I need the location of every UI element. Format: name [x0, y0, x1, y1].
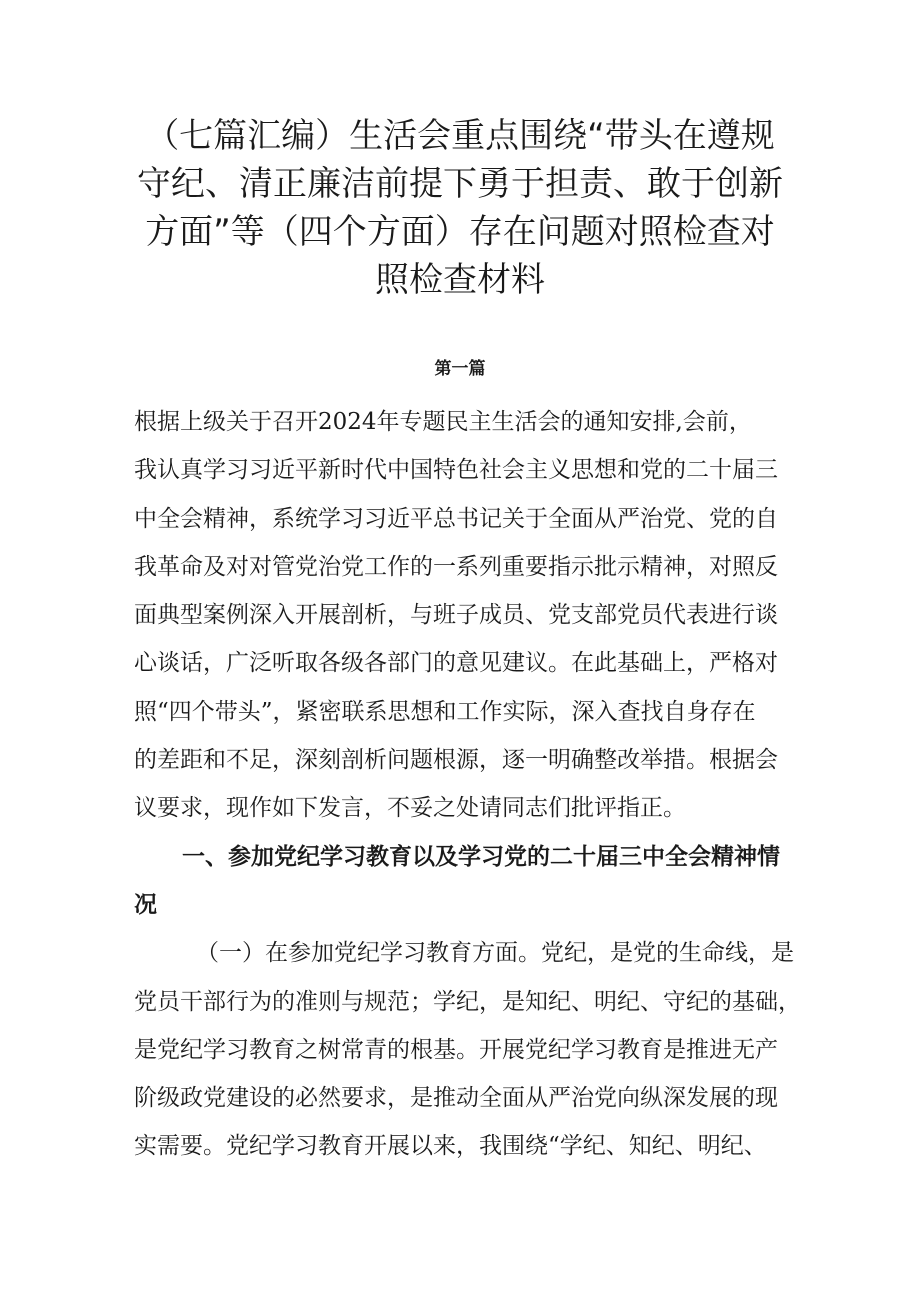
- document-title: [120, 112, 800, 304]
- subsection-line: 实需要。党纪学习教育开展以来，我围绕“学纪、知纪、明纪、: [134, 1133, 767, 1160]
- subsection-line: （一）在参加党纪学习教育方面。党纪，是党的生命线，是: [196, 940, 794, 967]
- paragraph-line: 照“四个带头”，紧密联系思想和工作实际，深入查找自身存在: [134, 698, 756, 725]
- section-label: 第一篇: [434, 359, 486, 379]
- document-body: [134, 398, 801, 1171]
- paragraph-line: 我革命及对对管党治党工作的一系列重要指示批示精神，对照反: [134, 553, 778, 580]
- paragraph-line: 我认真学习习近平新时代中国特色社会主义思想和党的二十届三: [134, 457, 778, 484]
- subsection-line: 是党纪学习教育之树常青的根基。开展党纪学习教育是推进无产: [134, 1036, 778, 1063]
- title-line: 照检查材料: [375, 260, 545, 300]
- section-heading-line: 一、参加党纪学习教育以及学习党的二十届三中全会精神情: [182, 843, 780, 870]
- paragraph-line: 的差距和不足，深刻剖析问题根源，逐一明确整改举措。根据会: [134, 747, 778, 774]
- paragraph-line: 议要求，现作如下发言，不妥之处请同志们批评指正。: [134, 795, 686, 822]
- title-line: 方面”等（四个方面）存在问题对照检查对: [145, 212, 775, 252]
- paragraph-line: 心谈话，广泛听取各级各部门的意见建议。在此基础上，严格对: [134, 650, 778, 677]
- subsection-line: 阶级政党建设的必然要求，是推动全面从严治党向纵深发展的现: [134, 1085, 778, 1112]
- section-heading-line: 况: [134, 891, 157, 918]
- paragraph-line: 根据上级关于召开2024年专题民主生活会的通知安排,会前，: [134, 409, 752, 435]
- title-line: 守纪、清正廉洁前提下勇于担责、敢于创新: [137, 164, 783, 204]
- subsection-line: 党员干部行为的准则与规范；学纪，是知纪、明纪、守纪的基础，: [134, 988, 801, 1015]
- paragraph-line: 面典型案例深入开展剖析，与班子成员、党支部党员代表进行谈: [134, 602, 778, 629]
- paragraph-line: 中全会精神，系统学习习近平总书记关于全面从严治党、党的自: [134, 505, 778, 532]
- title-line: （七篇汇编）生活会重点围绕“带头在遵规: [145, 116, 775, 156]
